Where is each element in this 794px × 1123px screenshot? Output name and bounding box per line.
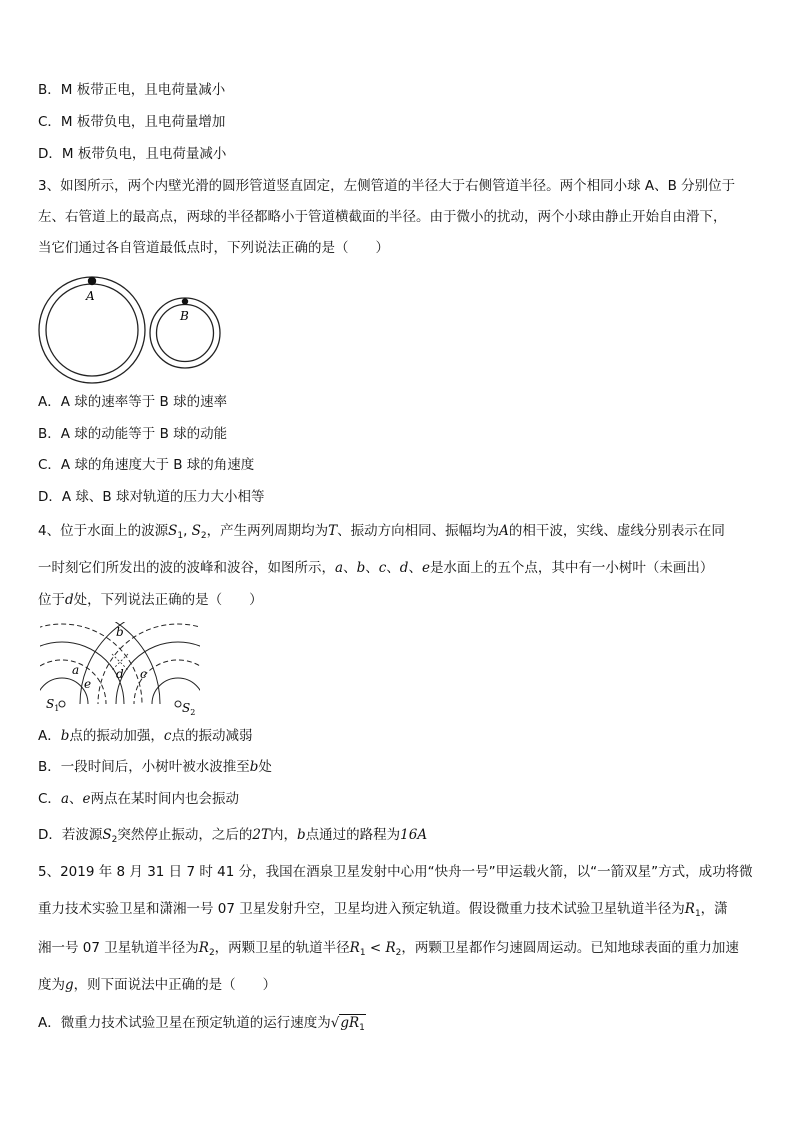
q2-option-d: D．M 板带负电，且电荷量减小 [38,146,227,162]
q3-stem-line-3: 当它们通过各自管道最低点时，下列说法正确的是（ ） [38,240,389,256]
ball-a [88,277,96,285]
q2-option-c: C．M 板带负电，且电荷量增加 [38,114,226,130]
q3-figure-tubes [30,272,230,392]
q4-option-c: C．a、e两点在某时间内也会振动 [38,791,239,807]
label-a: A [86,289,95,303]
q4-option-b: B．一段时间后，小树叶被水波推至b处 [38,759,272,775]
q3-stem-line-1: 3、如图所示，两个内壁光滑的圆形管道竖直固定，左侧管道的半径大于右侧管道半径。两个相同小球 A、B 分别位于 [38,178,736,194]
q4-option-a: A．b点的振动加强，c点的振动减弱 [38,728,253,744]
q3-option-b: B．A 球的动能等于 B 球的动能 [38,426,228,442]
q4-stem-line-3: 位于d处，下列说法正确的是（ ） [38,592,263,608]
q4-figure-waves [40,622,200,718]
q5-stem-line-4: 度为g，则下面说法中正确的是（ ） [38,977,277,993]
q5-stem-line-3: 湘一号 07 卫星轨道半径为$R_2$，两颗卫星的轨道半径$R_1 < R_2$，两颗卫星都作匀速圆周运动。已知地球表面的重力加速 [38,940,739,958]
q2-option-b: B．M 板带正电，且电荷量减小 [38,82,226,98]
q3-option-c: C．A 球的角速度大于 B 球的角速度 [38,457,255,473]
source-s1 [59,701,65,707]
q5-option-a: A．微重力技术试验卫星在预定轨道的运行速度为$√gR_1$ [38,1015,365,1033]
source-s1-label: $S_1$ [46,697,60,713]
q4-option-d: D．若波源$S_2$突然停止振动，之后的2T内，b点通过的路程为16A [38,827,428,845]
source-s2 [175,701,181,707]
point-a-label: a [72,663,80,677]
q3-option-d: D．A 球、B 球对轨道的压力大小相等 [38,489,265,505]
point-d-label: d [116,667,124,681]
source-s2-label: $S_2$ [182,701,196,717]
point-b-label: b [116,625,124,639]
point-c-label: c [140,667,147,681]
ball-b [182,298,188,304]
q3-option-a: A．A 球的速率等于 B 球的速率 [38,394,228,410]
q3-stem-line-2: 左、右管道上的最高点，两球的半径都略小于管道横截面的半径。由于微小的扰动，两个小球由静止开始自由滑下， [38,209,727,225]
sqrt-sign: √ [330,1015,340,1031]
q5-stem-line-1: 5、2019 年 8 月 31 日 7 时 41 分，我国在酒泉卫星发射中心用“快舟一号”甲运载火箭，以“一箭双星”方式，成功将微 [38,864,753,880]
q5-stem-line-2: 重力技术实验卫星和潇湘一号 07 卫星发射升空，卫星均进入预定轨道。假设微重力技术试验卫星轨道半径为$R_1$，潇 [38,901,728,919]
point-e-label: e [84,677,92,691]
q4-stem-line-2: 一时刻它们所发出的波的波峰和波谷，如图所示，a、b、c、d、e是水面上的五个点，其中有一小树叶（未画出） [38,560,714,576]
label-b: B [180,309,189,323]
q4-stem-line-1: 4、位于水面上的波源$S_1$, $S_2$，产生两列周期均为T、振动方向相同、振幅均为A的相干波，实线、虚线分别表示在同 [38,523,725,541]
sqrt-radicand: $gR_1$ [340,1015,365,1033]
